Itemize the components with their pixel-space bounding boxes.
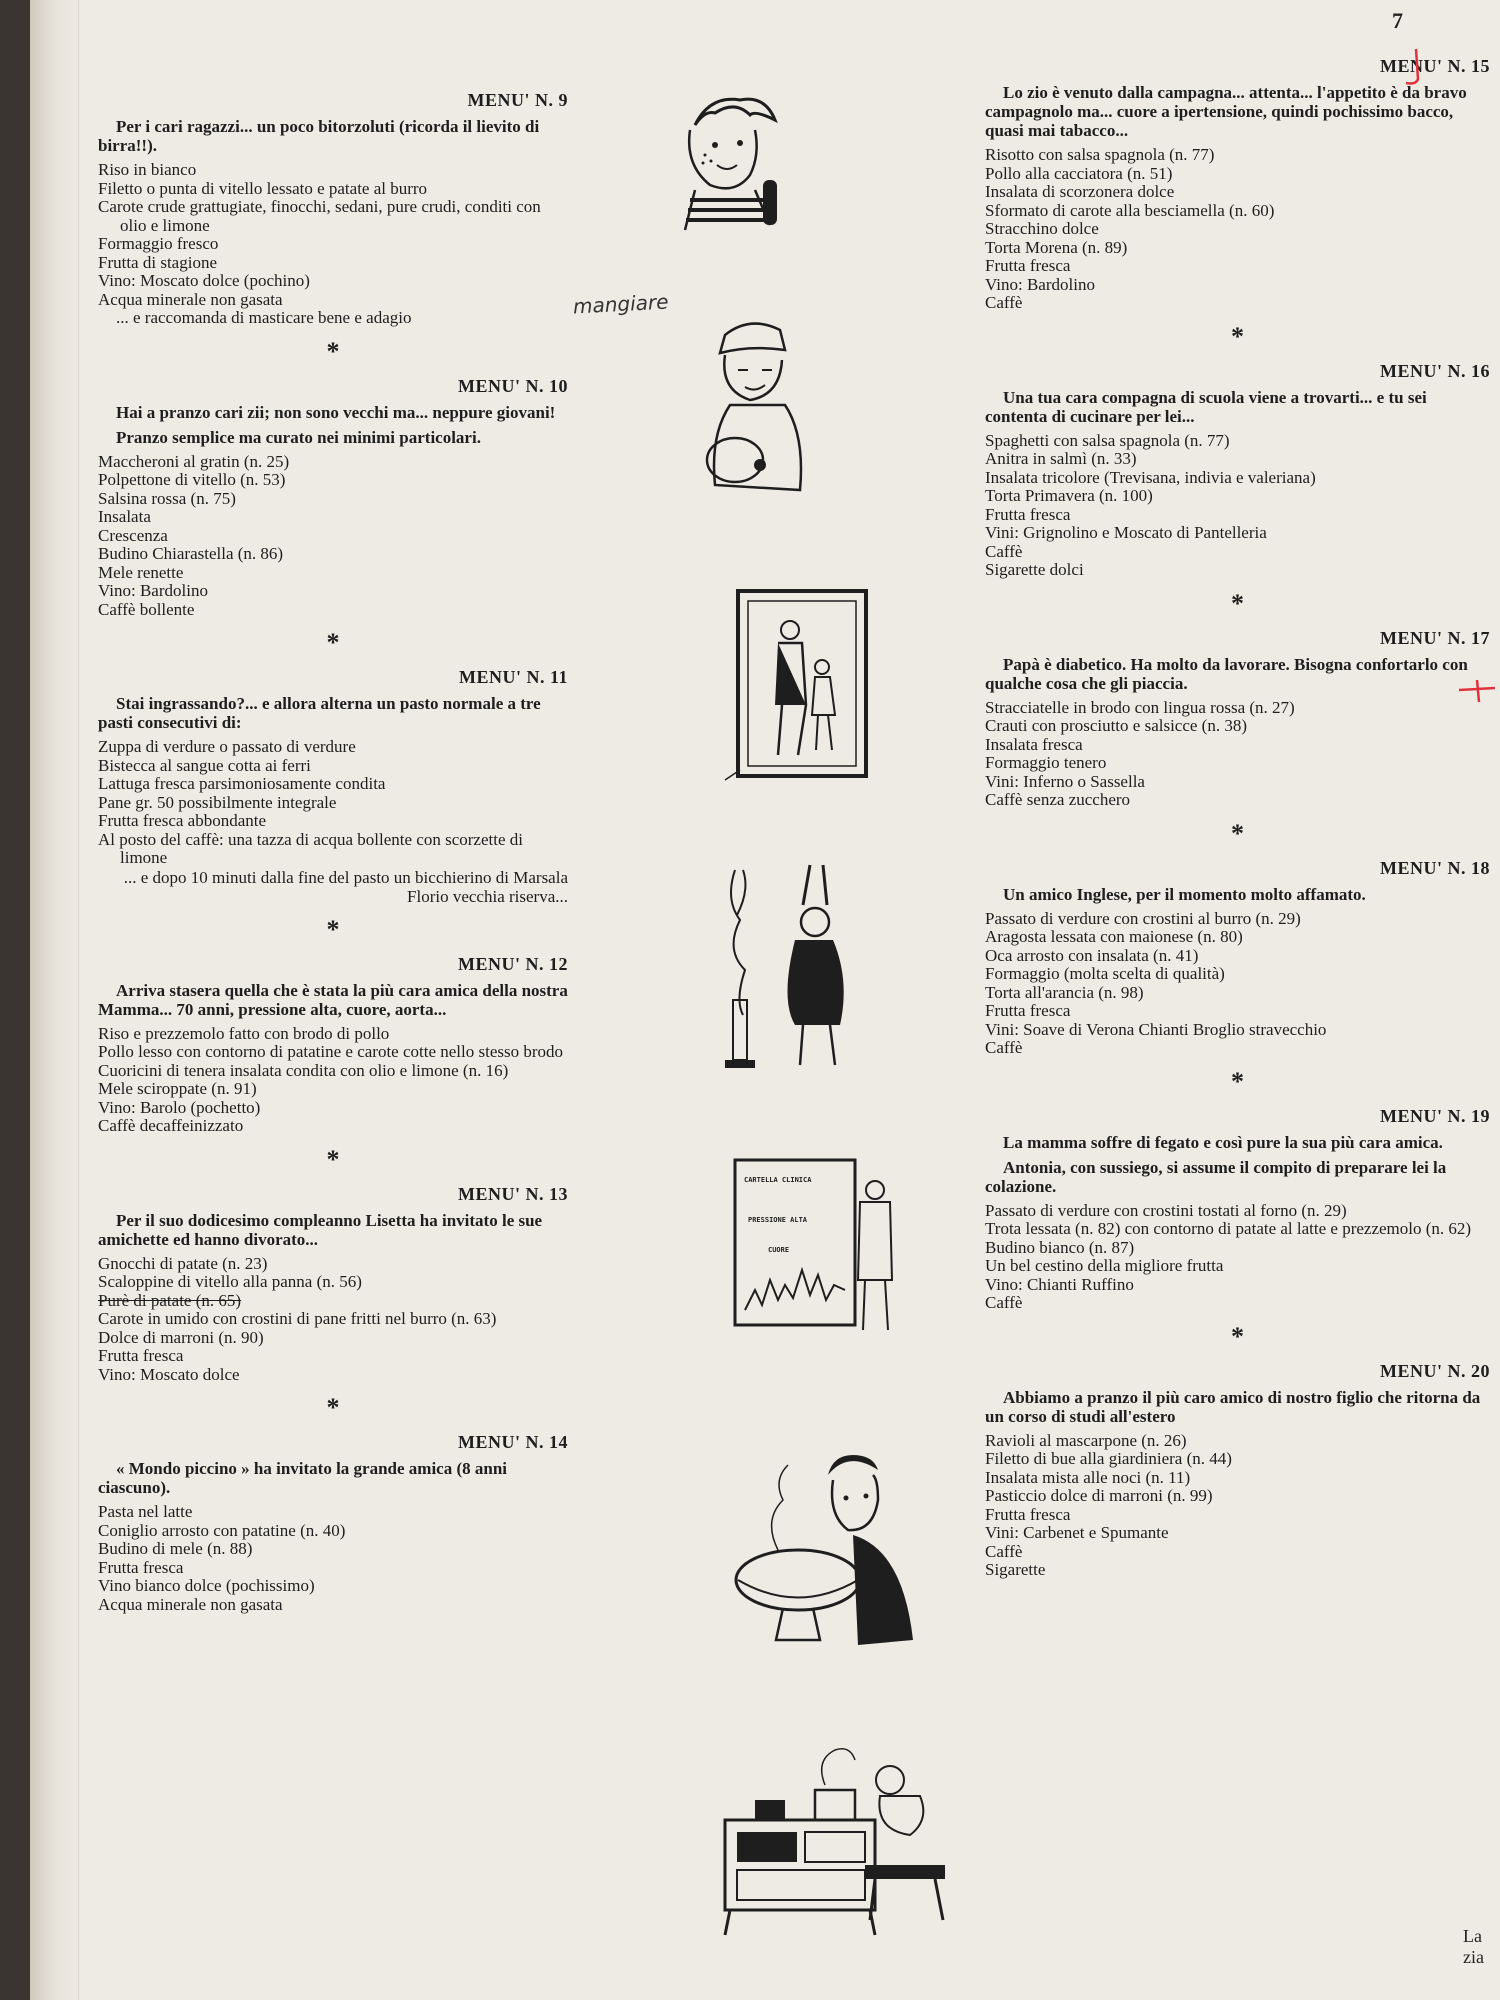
menu-item: Insalata mista alle noci (n. 11) [985, 1467, 1191, 1487]
menu-intro-2: Antonia, con sussiego, si assume il compito di preparare lei la colazione. [985, 1157, 1447, 1196]
menu-item: Filetto di bue alla giardiniera (n. 44) [985, 1449, 1232, 1468]
menu-item: Caffè [985, 293, 1023, 312]
menu-title: MENU' N. 12 [458, 953, 568, 974]
menu-intro: Hai a pranzo cari zii; non sono vecchi ma... neppure giovani! [116, 402, 556, 422]
menu-item: Formaggio tenero [985, 753, 1107, 772]
menu-items [98, 161, 568, 328]
menu-items [985, 699, 1490, 810]
chart-line-1-text: PRESSIONE ALTA [748, 1216, 808, 1224]
menu-item: Risotto con salsa spagnola (n. 77) [985, 145, 1215, 164]
menu-item-struck: Purè di patate (n. 65) [98, 1290, 242, 1310]
menu-item: Vino: Moscato dolce (pochino) [98, 271, 310, 290]
menu-item: Spaghetti con salsa spagnola (n. 77) [985, 430, 1230, 450]
menu-item: Formaggio fresco [98, 234, 219, 253]
menu-item: Carote in umido con crostini di pane fritti nel burro (n. 63) [98, 1309, 497, 1328]
menu-item: Frutta fresca [985, 504, 1071, 524]
separator-star: * [1231, 818, 1244, 848]
menu-12 [98, 954, 568, 1136]
menu-16 [985, 361, 1490, 580]
menu-item: Frutta fresca [985, 1504, 1071, 1524]
menu-item: Vino: Bardolino [98, 581, 208, 600]
menu-intro: Per i cari ragazzi... un poco bitorzoluti (ricorda il lievito di birra!!). [98, 117, 540, 155]
menu-title: MENU' N. 18 [1380, 857, 1490, 878]
menu-items [98, 1025, 568, 1136]
menu-item: Insalata [98, 507, 151, 526]
menu-item: Vino: Barolo (pochetto) [98, 1097, 261, 1117]
menu-item: Passato di verdure con crostini tostati al forno (n. 29) [985, 1200, 1347, 1220]
menu-item: Un bel cestino della migliore frutta [985, 1256, 1224, 1275]
menu-item: Pollo lesso con contorno di patatine e carote cotte nello stesso brodo [98, 1042, 564, 1061]
menu-item: Acqua minerale non gasata [98, 1594, 283, 1614]
menu-item: Sigarette [985, 1560, 1046, 1579]
menu-item: Vino: Bardolino [985, 274, 1095, 294]
separator-star: * [326, 914, 340, 944]
menu-title: MENU' N. 15 [1380, 56, 1490, 76]
menu-item: Budino di mele (n. 88) [98, 1539, 253, 1558]
menu-item: Maccheroni al gratin (n. 25) [98, 451, 290, 471]
menu-item: Pane gr. 50 possibilmente integrale [98, 792, 337, 812]
menu-item: Bistecca al sangue cotta ai ferri [98, 755, 311, 775]
menu-item: Vini: Inferno o Sassella [985, 771, 1145, 791]
menu-item: Crauti con prosciutto e salsicce (n. 38) [985, 716, 1248, 735]
magazine-page [30, 0, 1500, 2000]
menu-intro: Papà è diabetico. Ha molto da lavorare. Bisogna confortarlo con qualche cosa che gli piaccia. [985, 654, 1468, 693]
menu-item: Frutta fresca [98, 1557, 184, 1577]
menu-item: Stracchino dolce [985, 219, 1099, 238]
menu-item: Riso in bianco [98, 160, 197, 179]
menu-15 [985, 56, 1490, 313]
left-menu-column [98, 90, 568, 1614]
menu-13 [98, 1184, 568, 1385]
page-number: 7 [1392, 8, 1403, 33]
menu-item: Salsina rossa (n. 75) [98, 488, 236, 508]
red-pen-mark-menu-17 [1455, 676, 1500, 706]
menu-intro: La mamma soffre di fegato e così pure la sua più cara amica. [1003, 1132, 1443, 1152]
menu-item: Oca arrosto con insalata (n. 41) [985, 945, 1199, 965]
farmer-with-pig-illustration [690, 315, 820, 505]
menu-item: Insalata tricolore (Trevisana, indivia e valeriana) [985, 467, 1316, 487]
menu-items [98, 453, 568, 620]
menu-items [985, 146, 1490, 313]
menu-item: Vini: Carbenet e Spumante [985, 1523, 1169, 1542]
menu-item: Caffè decaffeinizzato [98, 1116, 244, 1135]
menu-item: Frutta fresca [98, 1346, 184, 1365]
menu-item: Caffè [985, 1038, 1023, 1057]
menu-item: Frutta di stagione [98, 252, 217, 272]
menu-item: Vino bianco dolce (pochissimo) [98, 1576, 315, 1595]
menu-item: Gnocchi di patate (n. 23) [98, 1253, 268, 1273]
separator-star: * [1231, 321, 1244, 351]
menu-item: Acqua minerale non gasata [98, 289, 283, 309]
children-cooking-stove-illustration [715, 1740, 960, 1940]
menu-item: Caffè [985, 1293, 1023, 1312]
menu-title: MENU' N. 17 [1380, 627, 1490, 648]
menu-item: Dolce di marroni (n. 90) [98, 1327, 264, 1347]
menu-item: Vini: Soave di Verona Chianti Broglio stravecchio [985, 1019, 1327, 1039]
menu-title: MENU' N. 14 [458, 1432, 568, 1452]
separator-star: * [326, 1144, 340, 1174]
menu-item: Cuoricini di tenera insalata condita con olio e limone (n. 16) [98, 1060, 509, 1080]
menu-item: Mele sciroppate (n. 91) [98, 1079, 257, 1098]
menu-title: MENU' N. 10 [458, 375, 568, 396]
menu-item: Crescenza [98, 525, 168, 545]
boy-illustration [655, 85, 805, 245]
menu-outro: ... e dopo 10 minuti dalla fine del pasto un bicchierino di Marsala Florio vecchia riserva... [123, 867, 568, 906]
menu-item: Lattuga fresca parsimoniosamente condita [98, 774, 386, 793]
menu-intro-2: Pranzo semplice ma curato nei minimi particolari. [116, 427, 481, 447]
menu-item: Zuppa di verdure o passato di verdure [98, 737, 356, 756]
menu-item: Torta Primavera (n. 100) [985, 486, 1153, 505]
menu-intro: Arriva stasera quella che è stata la più cara amica della nostra Mamma... 70 anni, pressione alta, cuore, aorta... [98, 980, 568, 1019]
footer-continuation-text: La zia [1463, 1926, 1484, 1967]
menu-item: Caffè senza zucchero [985, 790, 1131, 809]
menu-item: Torta Morena (n. 89) [985, 237, 1128, 257]
menu-intro: Stai ingrassando?... e allora alterna un pasto normale a tre pasti consecutivi di: [98, 694, 541, 732]
menu-18 [985, 858, 1490, 1058]
menu-item: Coniglio arrosto con patatine (n. 40) [98, 1520, 346, 1540]
menu-item: Scaloppine di vitello alla panna (n. 56) [98, 1272, 362, 1291]
lady-and-flame-statue-illustration [715, 860, 865, 1075]
menu-item: Filetto o punta di vitello lessato e patate al burro [98, 178, 428, 198]
menu-intro: « Mondo piccino » ha invitato la grande amica (8 anni ciascuno). [98, 1459, 508, 1497]
page-binding-shadow [30, 0, 79, 2000]
menu-item: Vino: Moscato dolce [98, 1364, 240, 1384]
menu-intro: Una tua cara compagna di scuola viene a trovarti... e tu sei contenta di cucinare per lei... [985, 387, 1427, 426]
menu-item: Insalata di scorzonera dolce [985, 182, 1175, 201]
menu-item: Pasticcio dolce di marroni (n. 99) [985, 1486, 1213, 1505]
menu-items [98, 1503, 568, 1614]
menu-item: Mele renette [98, 562, 184, 582]
menu-9 [98, 90, 568, 328]
menu-items [985, 1202, 1490, 1313]
menu-items [98, 1255, 568, 1385]
menu-19 [985, 1106, 1490, 1313]
red-pen-mark-menu-15 [1398, 45, 1438, 90]
menu-intro: Abbiamo a pranzo il più caro amico di nostro figlio che ritorna da un corso di studi all'estero [985, 1387, 1481, 1426]
menu-item: Vini: Grignolino e Moscato di Pantelleria [985, 523, 1267, 542]
menu-item: Passato di verdure con crostini al burro (n. 29) [985, 908, 1301, 928]
menu-items [985, 1432, 1490, 1580]
menu-title: MENU' N. 11 [459, 667, 568, 687]
menu-title: MENU' N. 16 [1380, 360, 1490, 381]
menu-intro: Lo zio è venuto dalla campagna... attenta... l'appetito è da bravo campagnolo ma... cuore a ipertensione, quindi pochissimo bacco, quasi mai tabacco... [985, 83, 1467, 140]
menu-item: Sformato di carote alla besciamella (n. 60) [985, 200, 1275, 220]
menu-10 [98, 376, 568, 620]
menu-items [98, 738, 568, 868]
menu-item: Budino Chiarastella (n. 86) [98, 544, 284, 563]
menu-title: MENU' N. 13 [458, 1183, 568, 1204]
menu-item: Insalata fresca [985, 734, 1083, 754]
menu-item: Ravioli al mascarpone (n. 26) [985, 1430, 1187, 1450]
right-menu-column [985, 56, 1490, 1580]
menu-item: Frutta fresca abbondante [98, 811, 267, 830]
separator-star: * [1231, 1066, 1244, 1096]
menu-item: Stracciatelle in brodo con lingua rossa (n. 27) [985, 697, 1295, 717]
separator-star: * [326, 1393, 340, 1422]
menu-intro: Per il suo dodicesimo compleanno Lisetta ha invitato le sue amichette ed hanno divorato... [98, 1210, 543, 1249]
menu-item: Anitra in salmì (n. 33) [985, 449, 1137, 468]
menu-item: Polpettone di vitello (n. 53) [98, 470, 286, 489]
chart-title-text: CARTELLA CLINICA [744, 1176, 812, 1184]
menu-item: Frutta fresca [985, 1001, 1071, 1020]
menu-title: MENU' N. 20 [1380, 1360, 1490, 1381]
menu-item: Budino bianco (n. 87) [985, 1237, 1135, 1257]
menu-title: MENU' N. 9 [467, 90, 568, 110]
menu-item: Carote crude grattugiate, finocchi, sedani, pure crudi, conditi con olio e limone [98, 197, 541, 235]
handwritten-note: mangiare [572, 289, 670, 319]
menu-item: Frutta fresca [985, 256, 1071, 275]
menu-item: Torta all'arancia (n. 98) [985, 982, 1144, 1002]
menu-item: Vino: Chianti Ruffino [985, 1274, 1134, 1294]
menu-item: Formaggio (molta scelta di qualità) [985, 964, 1225, 983]
framed-couple-portrait-illustration [720, 585, 875, 790]
menu-items [985, 910, 1490, 1058]
menu-11 [98, 667, 568, 906]
menu-item: ... e raccomanda di masticare bene e adagio [116, 308, 412, 327]
separator-star: * [326, 336, 340, 366]
separator-star: * [1231, 588, 1244, 618]
chart-line-2-text: CUORE [768, 1246, 790, 1254]
menu-item: Trota lessata (n. 82) con contorno di patate al latte e prezzemolo (n. 62) [985, 1219, 1472, 1238]
separator-star: * [1231, 1321, 1244, 1351]
maid-with-soup-tureen-illustration [728, 1440, 928, 1660]
menu-item: Caffè [985, 541, 1023, 561]
menu-20 [985, 1361, 1490, 1580]
menu-intro: Un amico Inglese, per il momento molto affamato. [1003, 884, 1366, 904]
menu-item: Sigarette dolci [985, 560, 1084, 579]
menu-item: Al posto del caffè: una tazza di acqua bollente con scorzette di limone [98, 829, 523, 867]
menu-title: MENU' N. 19 [1380, 1105, 1490, 1126]
menu-items [985, 432, 1490, 580]
menu-item: Aragosta lessata con maionese (n. 80) [985, 927, 1243, 946]
separator-star: * [326, 628, 340, 657]
menu-item: Pasta nel latte [98, 1502, 193, 1521]
menu-item: Caffè [985, 1541, 1023, 1561]
menu-item: Riso e prezzemolo fatto con brodo di pollo [98, 1023, 390, 1043]
menu-14 [98, 1432, 568, 1614]
medical-chart-illustration [730, 1140, 905, 1345]
menu-17 [985, 628, 1490, 810]
menu-item: Pollo alla cacciatora (n. 51) [985, 163, 1173, 183]
menu-item: Caffè bollente [98, 599, 195, 619]
